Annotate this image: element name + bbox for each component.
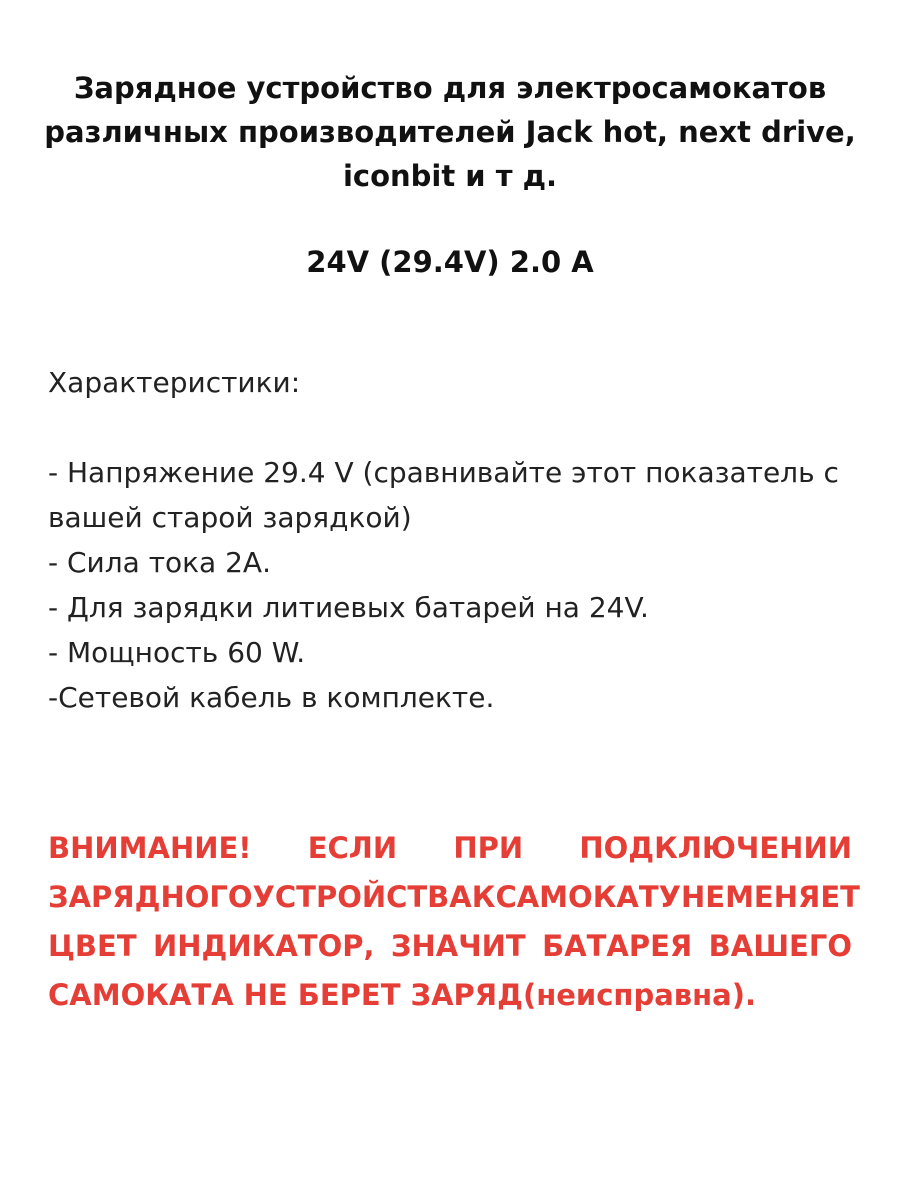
warning-word: ПОДКЛЮЧЕНИИ: [579, 831, 852, 865]
warning-word: УСТРОЙСТВА: [252, 880, 472, 914]
warning-notice: [48, 824, 860, 1020]
feature-line: - Напряжение 29.4 V (сравнивайте этот показатель с: [48, 456, 839, 489]
warning-word: ЦВЕТ: [48, 929, 137, 963]
title-line: Зарядное устройство для электросамокатов: [73, 71, 827, 105]
warning-word: БЕРЕТ: [297, 978, 401, 1012]
warning-word: НЕ: [680, 880, 726, 914]
warning-line: [48, 824, 852, 873]
feature-line: - Мощность 60 W.: [48, 636, 306, 669]
title-line: различных производителей Jack hot, next drive,: [44, 115, 856, 149]
warning-word: ВНИМАНИЕ!: [48, 831, 252, 865]
feature-line: -Сетевой кабель в комплекте.: [48, 681, 495, 714]
warning-word: ЗАРЯД(неисправна).: [410, 978, 757, 1012]
warning-line: [48, 971, 852, 1020]
title-line: iconbit и т д.: [342, 159, 558, 193]
warning-line: [48, 873, 860, 922]
warning-word: ВАШЕГО: [708, 929, 852, 963]
spec-rating-heading: 24V (29.4V) 2.0 A: [306, 245, 594, 279]
feature-line: - Для зарядки литиевых батарей на 24V.: [48, 591, 649, 624]
product-title: [20, 66, 880, 198]
warning-word: ПРИ: [453, 831, 524, 865]
feature-line: вашей старой зарядкой): [48, 501, 412, 534]
warning-word: НЕ: [243, 978, 288, 1012]
warning-word: К: [471, 880, 496, 914]
warning-word: ЕСЛИ: [307, 831, 398, 865]
warning-word: ЗАРЯДНОГО: [48, 880, 253, 914]
warning-word: ИНДИКАТОР,: [153, 929, 375, 963]
features-heading: Характеристики:: [48, 366, 301, 399]
feature-line: - Сила тока 2А.: [48, 546, 271, 579]
warning-word: САМОКАТА: [48, 978, 234, 1012]
warning-word: САМОКАТУ: [495, 880, 681, 914]
features-section: [48, 360, 868, 720]
warning-word: БАТАРЕЯ: [542, 929, 693, 963]
warning-word: ЗНАЧИТ: [390, 929, 526, 963]
warning-word: МЕНЯЕТ: [725, 880, 860, 914]
warning-line: [48, 922, 852, 971]
